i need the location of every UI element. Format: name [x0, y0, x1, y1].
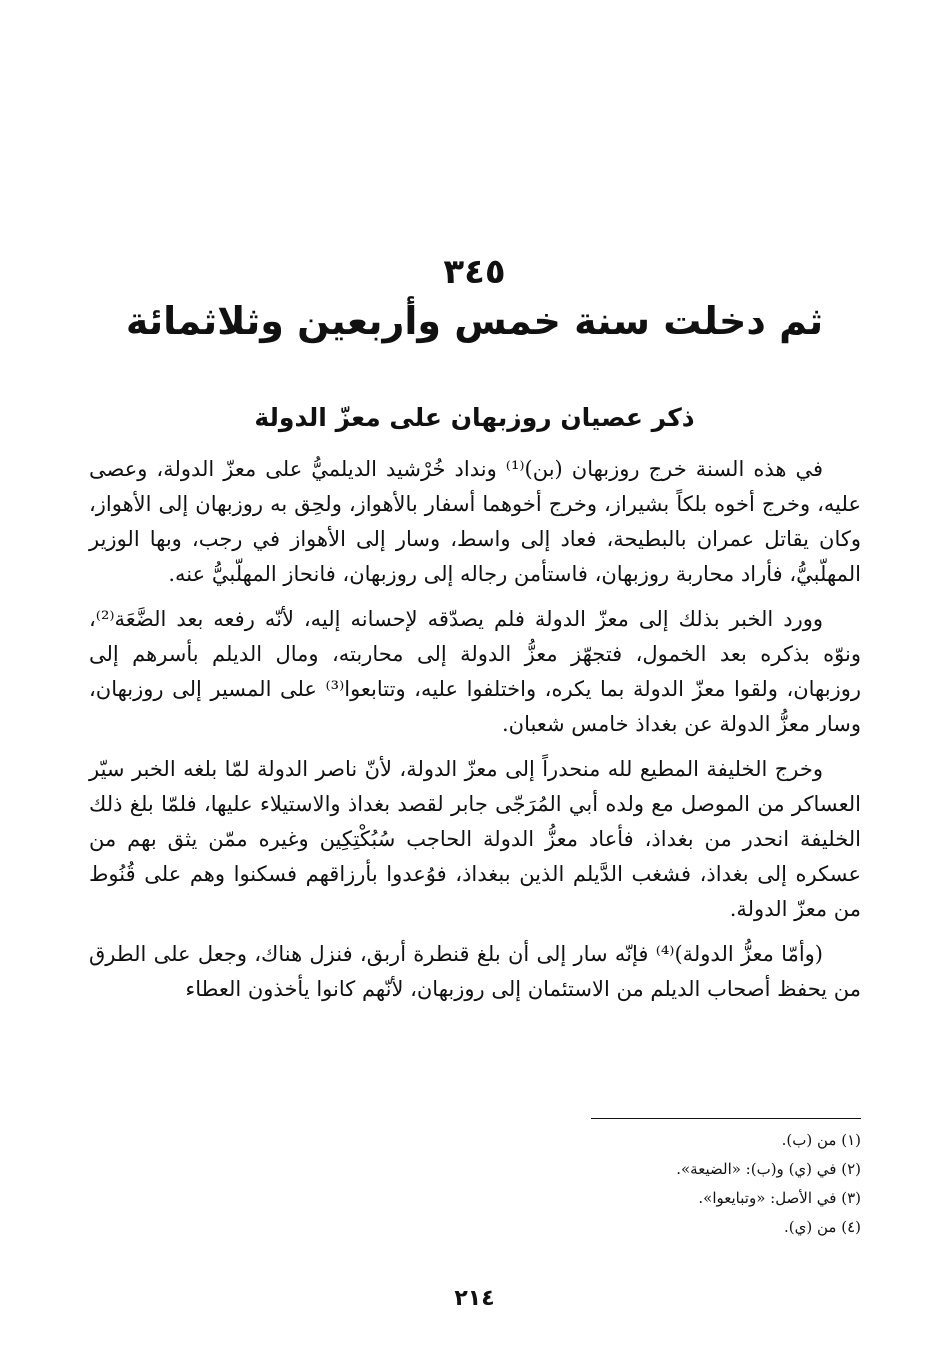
footnote: (٤) من (ي). [784, 1218, 861, 1236]
body-text [89, 452, 861, 1017]
year-number: ٣٤٥ [443, 252, 506, 292]
footnotes [361, 1126, 861, 1242]
footnote: (٢) في (ي) و(ب): «الضيعة». [676, 1160, 861, 1178]
paragraph: في هذه السنة خرج روزبهان (بن)⁽¹⁾ ونداد خُرْشيد الديلميُّ على معزّ الدولة، وعصى عليه، وخرج أخوه بلكاً بشيراز، وخرج أخوهما أسفار بالأهواز، ولحِق به روزبهان إلى الأهواز، وكان يقاتل عمران بالبطيحة، فعاد إلى واسط، وسار إلى الأهواز في رجب، وبها الوزير المهلّبيُّ، فأراد محاربة روزبهان، فاستأمن رجاله إلى روزبهان، فانحاز المهلّبيُّ عنه. [89, 457, 861, 586]
footnote-divider [591, 1118, 861, 1119]
page-number: ٢١٤ [454, 1286, 495, 1311]
chapter-title: ثم دخلت سنة خمس وأربعين وثلاثمائة [125, 299, 824, 343]
footnote: (١) من (ب). [781, 1131, 861, 1149]
paragraph: وورد الخبر بذلك إلى معزّ الدولة فلم يصدّقه لإحسانه إليه، لأنّه رفعه بعد الضَّعَة⁽²⁾، ونوّه بذكره بعد الخمول، فتجهّز معزُّ الدولة إلى محاربته، ومال الديلم بأسرهم إلى روزبهان، ولقوا معزّ الدولة بما يكره، واختلفوا عليه، وتتابعوا⁽³⁾ على المسير إلى روزبهان، وسار معزُّ الدولة عن بغداذ خامس شعبان. [89, 607, 861, 736]
footnote: (٣) في الأصل: «وتبايعوا». [698, 1189, 861, 1207]
paragraph: (وأمّا معزُّ الدولة)⁽⁴⁾ فإنّه سار إلى أن بلغ قنطرة أربق، فنزل هناك، وجعل على الطرق من يحفظ أصحاب الديلم من الاستئمان إلى روزبهان، لأنّهم كانوا يأخذون العطاء [89, 942, 861, 1001]
paragraph: وخرج الخليفة المطيع لله منحدراً إلى معزّ الدولة، لأنّ ناصر الدولة لمّا بلغه الخبر سيّر العساكر من الموصل مع ولده أبي المُرَجّى جابر لقصد بغداذ والاستيلاء عليها، فلمّا بلغ ذلك الخليفة انحدر من بغداذ، فأعاد معزُّ الدولة الحاجب سُبُكْتِكِين وغيره ممّن يثق بهم من عسكره إلى بغداذ، فشغب الدَّيلم الذين ببغداذ، فوُعدوا بأرزاقهم فسكنوا وهم على قُنُوط من معزّ الدولة. [89, 757, 861, 921]
chapter-header [0, 250, 949, 348]
section-heading: ذكر عصيان روزبهان على معزّ الدولة [254, 403, 695, 432]
